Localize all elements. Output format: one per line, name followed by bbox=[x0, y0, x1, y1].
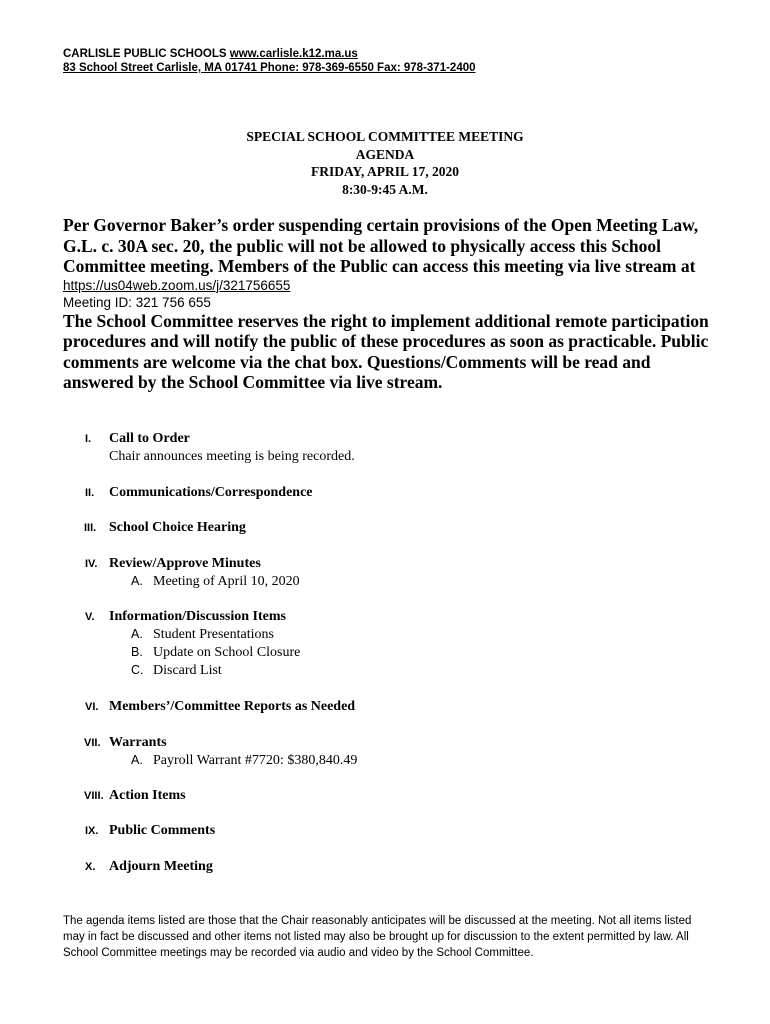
zoom-link[interactable]: https://us04web.zoom.us/j/321756655 bbox=[63, 277, 291, 293]
sub-item bbox=[131, 626, 274, 643]
item-label: Communications/Correspondence bbox=[109, 485, 313, 500]
sub-item bbox=[131, 644, 300, 661]
agenda-heading: AGENDA bbox=[355, 146, 415, 162]
item-number: VII. bbox=[84, 737, 101, 749]
meeting-title bbox=[0, 128, 770, 198]
item-label: School Choice Hearing bbox=[109, 520, 246, 535]
item-number: IX. bbox=[85, 825, 99, 837]
sub-item-letter: A. bbox=[131, 574, 143, 588]
sub-item-letter: C. bbox=[131, 663, 144, 677]
sub-item bbox=[131, 662, 222, 679]
item-number: I. bbox=[85, 433, 92, 445]
item-label: Adjourn Meeting bbox=[109, 859, 213, 874]
item-label: Review/Approve Minutes bbox=[109, 556, 261, 571]
address-line: 83 School Street Carlisle, MA 01741 Phone: 978-369-6550 Fax: 978-371-2400 bbox=[63, 62, 476, 74]
sub-item-text: Student Presentations bbox=[153, 627, 274, 642]
item-description: Chair announces meeting is being recorded. bbox=[109, 449, 355, 464]
sub-item-letter: A. bbox=[131, 627, 143, 641]
sub-item-letter: A. bbox=[131, 753, 143, 767]
website-link[interactable]: www.carlisle.k12.ma.us bbox=[229, 48, 358, 60]
item-number: IV. bbox=[85, 558, 98, 570]
school-name: CARLISLE PUBLIC SCHOOLS bbox=[63, 48, 227, 60]
sub-item-letter: B. bbox=[131, 645, 143, 659]
sub-item-text: Meeting of April 10, 2020 bbox=[153, 574, 300, 589]
notice-paragraph-1: Per Governor Baker’s order suspending certain provisions of the Open Meeting Law, G.L. c. 30A sec. 20, the public will not be allowed to physically access this School Committee meeting. Members of the Public can access this meeting via live stream at bbox=[63, 215, 699, 276]
sub-item-text: Discard List bbox=[153, 663, 222, 678]
sub-item bbox=[131, 573, 300, 590]
item-label: Members’/Committee Reports as Needed bbox=[109, 699, 356, 714]
item-label: Action Items bbox=[109, 788, 186, 803]
item-number: VIII. bbox=[84, 790, 104, 802]
sub-item-text: Payroll Warrant #7720: $380,840.49 bbox=[153, 753, 358, 768]
notice-paragraph-2: The School Committee reserves the right to implement additional remote participation procedures and will notify the public of these procedures as soon as practicable. Public comments are welcome via the chat box. Questions/Comments will be read and answered by the School Committee via live stream. bbox=[63, 310, 709, 392]
meeting-date: FRIDAY, APRIL 17, 2020 bbox=[311, 164, 459, 179]
item-label: Warrants bbox=[109, 735, 167, 750]
footer-disclaimer: The agenda items listed are those that the Chair reasonably anticipates will be discussed at the meeting. Not all items listed may in fact be discussed and other items not listed may also be brought up for discussion to the extent permitted by law. All School Committee meetings may be recorded via audio and video by the School Committee. bbox=[63, 915, 692, 959]
item-number: V. bbox=[85, 611, 95, 623]
item-number: VI. bbox=[85, 701, 99, 713]
item-label: Public Comments bbox=[109, 823, 216, 838]
meeting-type: SPECIAL SCHOOL COMMITTEE MEETING bbox=[246, 129, 524, 144]
sub-item bbox=[131, 752, 357, 769]
meeting-time: 8:30-9:45 A.M. bbox=[342, 181, 428, 197]
sub-item-text: Update on School Closure bbox=[153, 645, 301, 660]
item-number: X. bbox=[85, 861, 96, 873]
meeting-id: Meeting ID: 321 756 655 bbox=[63, 294, 211, 310]
letterhead bbox=[63, 47, 476, 75]
item-number: III. bbox=[84, 522, 97, 534]
item-label: Information/Discussion Items bbox=[109, 609, 286, 624]
public-access-notice bbox=[63, 215, 713, 393]
item-label: Call to Order bbox=[109, 431, 190, 446]
item-number: II. bbox=[85, 487, 95, 499]
